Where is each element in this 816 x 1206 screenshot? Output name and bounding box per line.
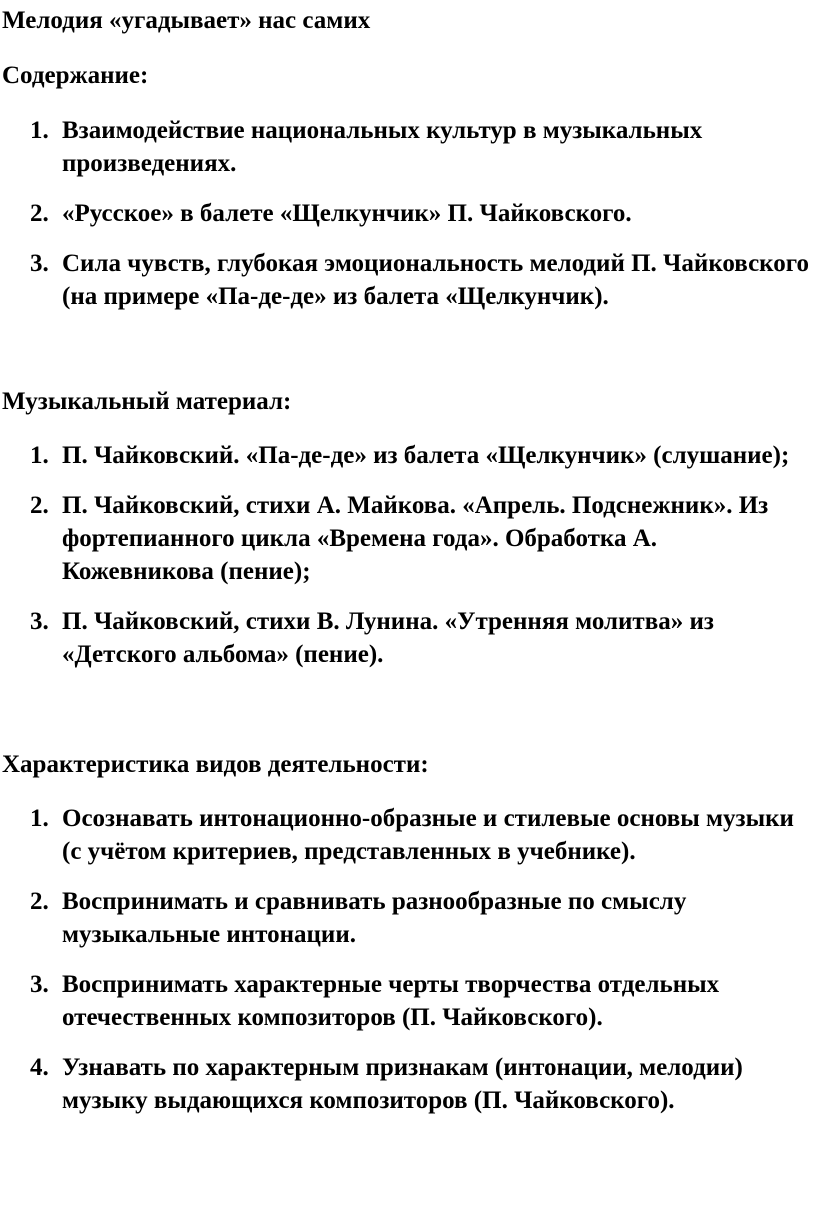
item-text: Взаимодействие национальных культур в музыкальных произведениях.: [62, 117, 703, 177]
contents-heading: Содержание:: [2, 62, 149, 89]
material-list: [0, 439, 816, 671]
activities-heading: Характеристика видов деятельности:: [2, 751, 429, 778]
item-text: П. Чайковский, стихи В. Лунина. «Утренняя молитва» из «Детского альбома» (пение).: [62, 608, 714, 668]
item-number: 2.: [30, 492, 49, 519]
item-text: Воспринимать характерные черты творчества отдельных отечественных композиторов (П. Чайковского).: [62, 971, 720, 1031]
item-text: Осознавать интонационно-образные и стилевые основы музыки (с учётом критериев, представленных в учебнике).: [62, 805, 794, 865]
material-heading: Музыкальный материал:: [2, 388, 292, 415]
list-item: [0, 439, 816, 472]
list-item: [0, 114, 816, 180]
item-text: Узнавать по характерным признакам (интонации, мелодии) музыку выдающихся композиторов (П. Чайковского).: [62, 1054, 743, 1114]
item-number: 1.: [30, 805, 49, 832]
item-number: 2.: [30, 200, 49, 227]
item-number: 3.: [30, 608, 49, 635]
item-text: П. Чайковский. «Па-де-де» из балета «Щелкунчик» (слушание);: [62, 442, 790, 469]
item-text: «Русское» в балете «Щелкунчик» П. Чайковского.: [62, 200, 632, 227]
list-item: [0, 802, 816, 868]
list-item: [0, 247, 816, 313]
item-text: Воспринимать и сравнивать разнообразные по смыслу музыкальные интонации.: [62, 888, 687, 948]
contents-list: [0, 114, 816, 313]
item-text: П. Чайковский, стихи А. Майкова. «Апрель. Подснежник». Из фортепианного цикла «Времена года». Обработка А. Кожевникова (пение);: [62, 492, 769, 585]
item-number: 4.: [30, 1054, 49, 1081]
list-item: [0, 489, 816, 588]
activities-list: [0, 802, 816, 1117]
list-item: [0, 605, 816, 671]
list-item: [0, 968, 816, 1034]
list-item: [0, 885, 816, 951]
document-title: Мелодия «угадывает» нас самих: [2, 7, 371, 34]
item-number: 3.: [30, 250, 49, 277]
item-number: 1.: [30, 117, 49, 144]
list-item: [0, 197, 816, 230]
list-item: [0, 1051, 816, 1117]
item-number: 3.: [30, 971, 49, 998]
item-number: 2.: [30, 888, 49, 915]
item-text: Сила чувств, глубокая эмоциональность мелодий П. Чайковского (на примере «Па-де-де» из балета «Щелкунчик).: [62, 250, 809, 310]
item-number: 1.: [30, 442, 49, 469]
